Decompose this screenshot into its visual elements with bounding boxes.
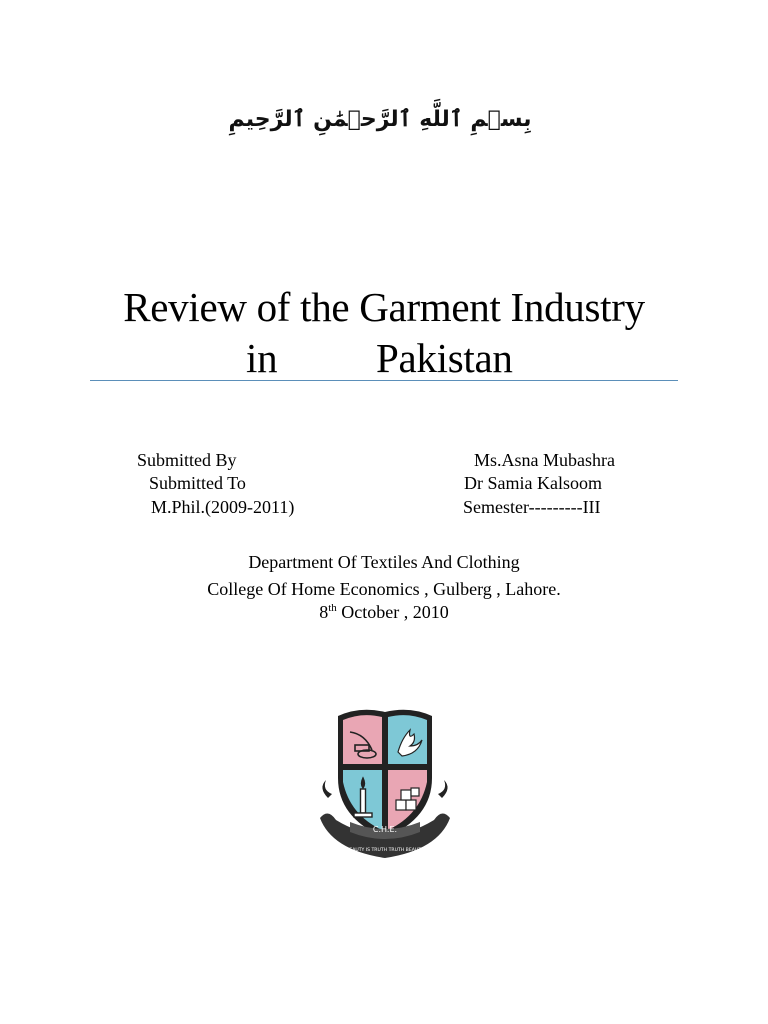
date-suffix: th — [328, 602, 337, 614]
title-word-pakistan: Pakistan — [376, 335, 513, 381]
scroll-ornament-right — [438, 780, 448, 798]
title-divider — [90, 380, 678, 381]
submitted-to-value: Dr Samia Kalsoom — [464, 473, 602, 493]
program-years: M.Phil.(2009-2011) — [151, 497, 295, 517]
crest-initials: C.H.E. — [372, 825, 398, 834]
department-name: Department Of Textiles And Clothing — [248, 552, 520, 572]
date-day: 8 — [319, 602, 329, 622]
title-word-in: in — [246, 335, 278, 381]
college-crest-logo — [310, 700, 460, 865]
submission-date — [0, 601, 768, 623]
date-rest: October , 2010 — [336, 602, 449, 622]
bismillah-calligraphy — [228, 92, 532, 140]
scroll-ornament-left — [322, 780, 332, 798]
crest-motto: BEAUTY IS TRUTH TRUTH BEAUTY — [346, 848, 424, 853]
submitted-by-value: Ms.Asna Mubashra — [474, 450, 615, 470]
submitted-to-label: Submitted To — [149, 473, 246, 493]
submitted-by-label: Submitted By — [137, 450, 237, 470]
college-name: College Of Home Economics , Gulberg , Lahore. — [207, 579, 561, 599]
semester: Semester---------III — [463, 497, 601, 517]
bismillah-text: بِسۡمِ ٱللَّهِ ٱلرَّحۡمَٰنِ ٱلرَّحِيمِ — [228, 107, 532, 132]
document-title-line-1: Review of the Garment Industry — [123, 284, 645, 330]
